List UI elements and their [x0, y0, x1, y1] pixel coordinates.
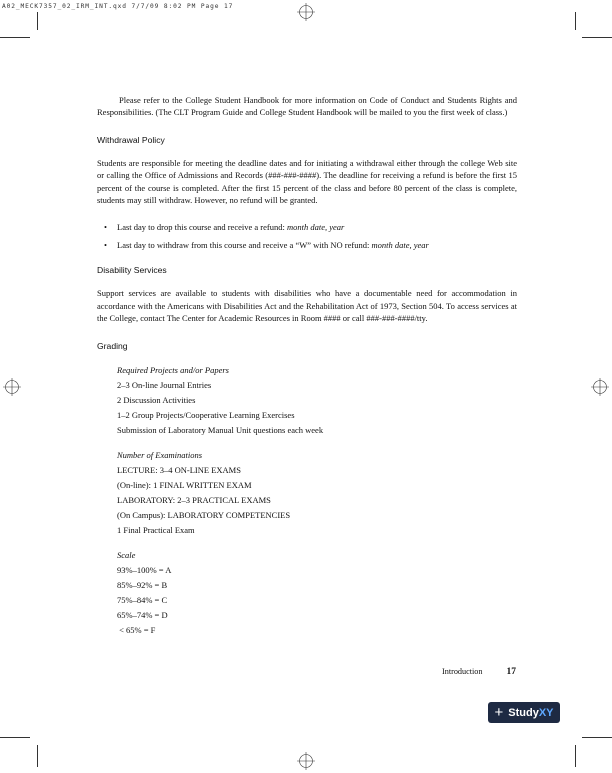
list-item: 65%–74% = D	[117, 609, 168, 620]
logo-text-study: Study	[508, 706, 539, 719]
list-item: (On Campus): LABORATORY COMPETENCIES	[117, 509, 291, 520]
disability-paragraph: Support services are available to students with disabilities who have a documentable need for accommodation in accordance with the Americans with Disabilities Act and the Rehabilitation Act of 1973, Section 504. To access services at the College, contact The Center for Academic Resources in Room #### or call ###-###-####/tty.	[97, 288, 517, 324]
list-item: LECTURE: 3–4 ON-LINE EXAMS	[117, 464, 241, 475]
intro-paragraph: Please refer to the College Student Handbook for more information on Code of Conduct and Students Rights and Responsibilities. (The CLT Program Guide and College Student Handbook will be mailed to you the first week of class.)	[97, 95, 517, 118]
withdrawal-paragraph: Students are responsible for meeting the deadline dates and for initiating a withdrawal either through the college Web site or calling the Office of Admissions and Records (###-###-####). The deadline for receiving a refund is before the first 15 percent of the course is completed. After the first 15 percent of the class and before 80 percent of the class is complete, students may still withdraw. However, no refund will be granted.	[97, 157, 517, 206]
disability-heading: Disability Services	[97, 265, 167, 276]
logo-text-xy: XY	[538, 706, 554, 719]
list-item: 1–2 Group Projects/Cooperative Learning Exercises	[117, 409, 295, 420]
bullet-date: month date, year	[371, 240, 429, 251]
plus-icon: +	[494, 703, 504, 721]
grading-group-scale	[117, 548, 517, 638]
grading-group-projects	[117, 363, 517, 438]
studyxy-logo	[488, 702, 560, 723]
registration-mark-icon	[297, 3, 315, 21]
crop-mark	[582, 37, 612, 38]
withdrawal-bullets	[97, 221, 517, 251]
crop-mark	[575, 12, 576, 30]
crop-mark	[575, 745, 576, 767]
list-item: Submission of Laboratory Manual Unit questions each week	[117, 424, 324, 435]
list-item: (On-line): 1 FINAL WRITTEN EXAM	[117, 479, 252, 490]
grading-group-exams	[117, 448, 517, 538]
grading-section	[117, 363, 517, 638]
withdrawal-heading: Withdrawal Policy	[97, 134, 165, 145]
bullet-text: Last day to withdraw from this course and receive a “W” with NO refund:	[117, 240, 372, 251]
list-item: 85%–92% = B	[117, 579, 168, 590]
bullet-icon: •	[104, 222, 107, 233]
list-item: 75%–84% = C	[117, 594, 168, 605]
crop-mark	[0, 737, 30, 738]
file-slug: A02_MECK7357_02_IRM_INT.qxd 7/7/09 8:02 PM Page 17	[2, 3, 234, 10]
group-title: Number of Examinations	[117, 449, 202, 460]
group-title: Scale	[117, 549, 136, 560]
crop-mark	[37, 745, 38, 767]
grading-heading: Grading	[97, 340, 128, 351]
list-item: LABORATORY: 2–3 PRACTICAL EXAMS	[117, 494, 271, 505]
page-number: 17	[506, 667, 517, 677]
page-content	[97, 94, 517, 648]
registration-mark-icon	[297, 752, 315, 770]
bullet-date: month date, year	[286, 222, 345, 233]
group-title: Required Projects and/or Papers	[117, 364, 229, 375]
crop-mark	[0, 37, 30, 38]
bullet-icon: •	[104, 240, 107, 251]
list-item	[97, 221, 517, 233]
bullet-text: Last day to drop this course and receive a refund:	[117, 222, 287, 233]
crop-mark	[582, 737, 612, 738]
registration-mark-icon	[591, 378, 609, 396]
page-footer	[442, 667, 516, 677]
list-item: 1 Final Practical Exam	[117, 524, 195, 535]
list-item: 2–3 On-line Journal Entries	[117, 379, 212, 390]
registration-mark-icon	[3, 378, 21, 396]
list-item	[97, 239, 517, 251]
footer-section: Introduction	[442, 667, 483, 676]
crop-mark	[37, 12, 38, 30]
list-item: 93%–100% = A	[117, 564, 172, 575]
list-item: 2 Discussion Activities	[117, 394, 196, 405]
list-item: < 65% = F	[117, 624, 156, 635]
